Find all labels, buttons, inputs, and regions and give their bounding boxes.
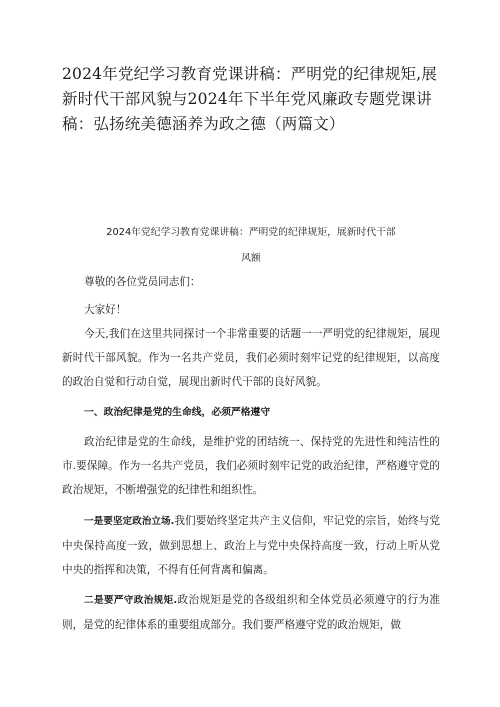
document-title: 2024年党纪学习教育党课讲稿：严明党的纪律规矩,展新时代干部风貌与2024年下半年党风廉政专题党课讲稿：弘扬统美德涵养为政之德（两篇文） <box>62 65 438 133</box>
point-1-text: 我们要始终坚定共产主义信仰，牢记党的宗旨，始终与党中央保持高度一致，做到思想上、政治上与党中央保持高度一致，行动上听从党中央的指挥和决策，不得有任何背离和偏离。 <box>62 515 440 577</box>
discipline-paragraph: 政治纪律是党的生命线，是维护党的团结统一、保持党的先进性和纯洁性的市.要保障。作为一名共产党员，我们必须时刻牢记党的政治纪律，严格遵守党的政治规矩，不断增强党的纪律性和组织性。 <box>62 436 440 497</box>
greeting: 大家好！ <box>84 304 127 316</box>
section-heading-line2: 风额 <box>241 253 261 264</box>
point-2-lead: 二是要严守政治规矩. <box>84 595 178 606</box>
section-heading-line1: 2024年党纪学习教育党课讲稿：严明党的纪律规矩，展新时代干部 <box>106 227 396 238</box>
point-2-paragraph <box>62 588 440 637</box>
salutation: 尊敬的各位党员同志们： <box>84 276 201 288</box>
point-1-lead: 一是要坚定政治立场. <box>84 516 175 527</box>
point-2-text: 政治规矩是党的各级组织和全体党员必须遵守的行为准则，是党的纪律体系的重要组成部分。我们要严格遵守党的政治规矩，做 <box>62 594 440 632</box>
subheading-political-discipline: 一、政治纪律是党的生命线，必须严格遵守 <box>84 407 271 418</box>
intro-paragraph: 今天,我们在这里共同探讨一个非常重要的话题一一严明党的纪律规矩，展现新时代干部风貌。作为一名共产党员，我们必须时刻牢记党的纪律规矩，以高度的政治自觉和行动自觉，展现出新时代干部的良好风貌。 <box>62 328 440 389</box>
point-1-paragraph <box>62 509 440 583</box>
